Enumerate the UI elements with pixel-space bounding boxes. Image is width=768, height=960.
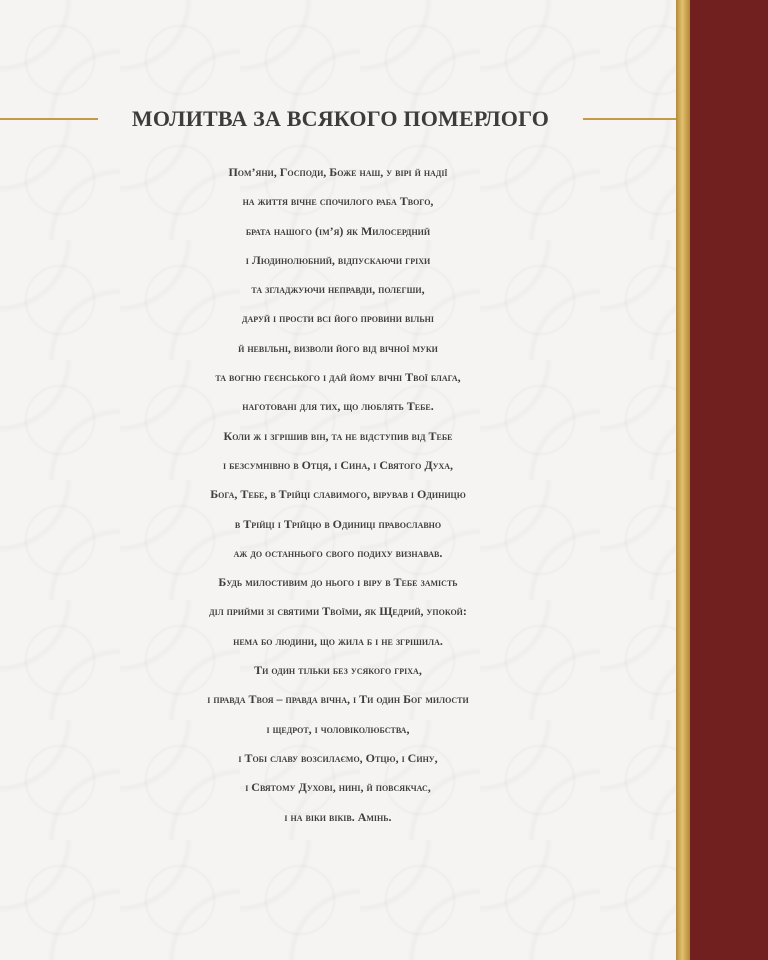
prayer-line: на життя вічне спочилого раба Твого, [242, 194, 434, 209]
maroon-side-band [690, 0, 768, 960]
prayer-line: наготовані для тих, що люблять Тебе. [242, 399, 434, 414]
prayer-line: Пом’яни, Господи, Боже наш, у вірі й надії [228, 165, 448, 179]
prayer-line: нема бо людини, що жила б і не згрішила. [233, 633, 443, 648]
prayer-line: діл прийми зі святими Твоїми, як Щедрий, упокой: [209, 604, 467, 619]
prayer-line: в Трійці і Трійцю в Одиниці православно [234, 516, 442, 531]
prayer-text [0, 158, 676, 832]
prayer-line: і Тобі славу возсилаємо, Отцю, і Сину, [238, 750, 438, 765]
gold-border-stripe [676, 0, 690, 960]
prayer-line: аж до останнього свого подиху визнавав. [233, 545, 443, 560]
right-gold-rule [583, 118, 676, 120]
prayer-line: і Людинолюбний, відпускаючи гріхи [245, 252, 431, 267]
prayer-line: брата нашого (ім’я) як Милосердний [245, 223, 431, 238]
prayer-line: і на віки віків. Амінь. [284, 809, 392, 824]
prayer-line: Коли ж і згрішив він, та не відступив від Тебе [223, 428, 453, 443]
prayer-line: та згладжуючи неправди, полегши, [251, 282, 425, 297]
prayer-line: Бога, Тебе, в Трійці славимого, вірував і Одиницю [210, 487, 466, 502]
prayer-title: МОЛИТВА ЗА ВСЯКОГО ПОМЕРЛОГО [131, 106, 550, 131]
prayer-line: і безсумнівно в Отця, і Сина, і Святого Духа, [222, 457, 454, 472]
prayer-line: й невільні, визволи його від вічної муки [238, 340, 438, 355]
title-row [0, 104, 676, 134]
prayer-line: даруй і прости всі його провини вільні [241, 311, 434, 326]
prayer-line: Будь милостивим до нього і віру в Тебе замість [218, 575, 458, 590]
prayer-line: та вогню геєнського і дай йому вічні Твої блага, [215, 370, 461, 385]
prayer-line: і Святому Духові, нині, й повсякчас, [245, 780, 431, 795]
prayer-line: і щедрот, і чоловіколюбства, [266, 721, 410, 736]
prayer-line: Ти один тільки без усякого гріха, [254, 663, 422, 678]
prayer-line: і правда Твоя – правда вічна, і Ти один Бог милости [207, 692, 469, 707]
left-gold-rule [0, 118, 98, 120]
